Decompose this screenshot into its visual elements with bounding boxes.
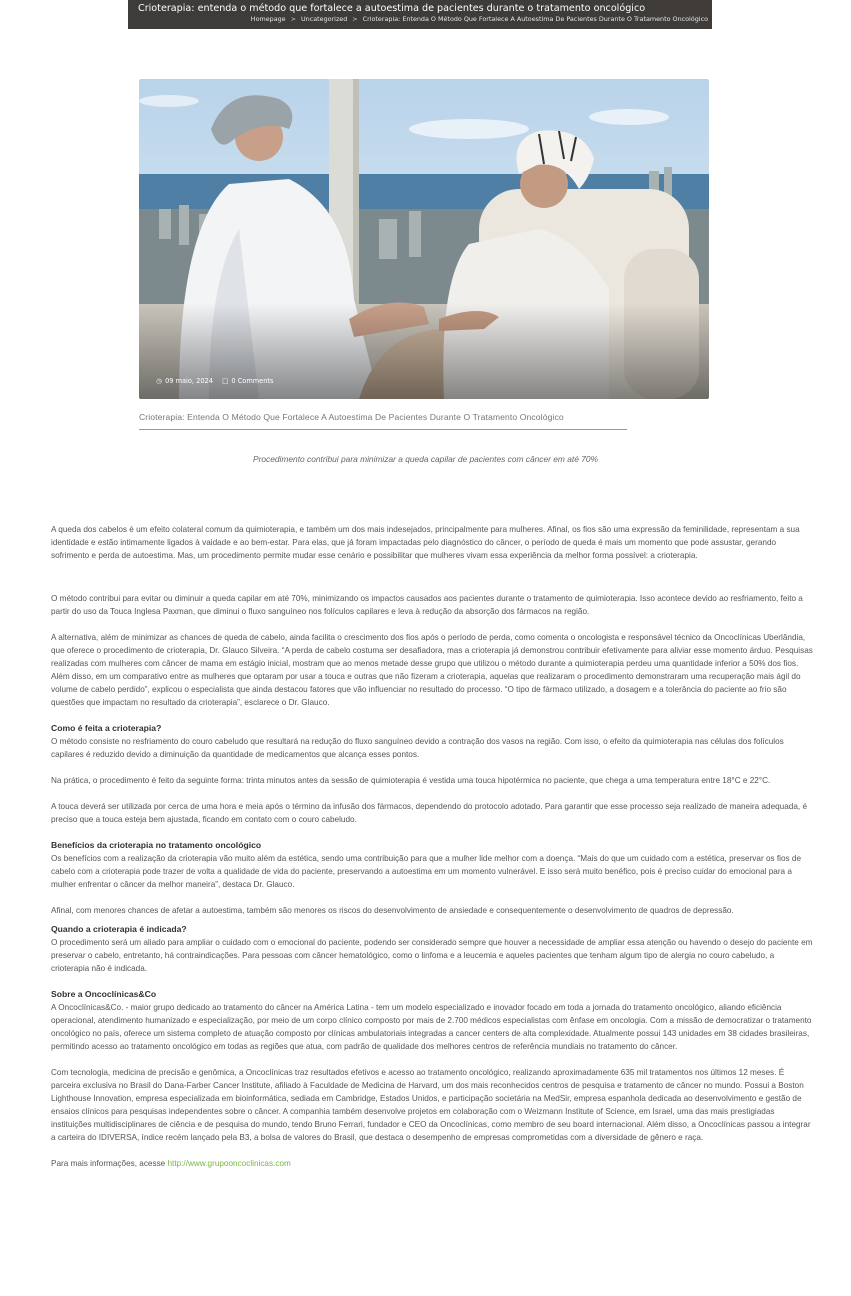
breadcrumb-current: Crioterapia: Entenda O Método Que Fortalece A Autoestima De Pacientes Durante O Tratamento Oncológico: [362, 15, 708, 23]
post-meta: [155, 377, 273, 385]
paragraph: A touca deverá ser utilizada por cerca de uma hora e meia após o término da infusão dos fármacos, dependendo do protocolo adotado. Para garantir que esse processo seja realizado de maneira adequada, é preciso que a touca esteja bem ajustada, ficando em contato com o couro cabeludo.: [51, 802, 808, 824]
paragraph: O método contribui para evitar ou diminuir a queda capilar em até 70%, minimizando os impactos causados aos pacientes durante o tratamento de quimioterapia. Isso acontece devido ao resfriamento, feito a partir do uso da Touca Inglesa Paxman, que diminui o fluxo sanguíneo nos folículos capilares e leva à redução da absorção dos fármacos na região.: [51, 594, 803, 616]
article-body: [51, 523, 813, 1170]
paragraph: Com tecnologia, medicina de precisão e genômica, a Oncoclínicas traz resultados efetivos e acesso ao tratamento oncológico, realizando aproximadamente 635 mil tratamentos nos últimos 12 meses. É parceira exclusiva no Brasil do Dana-Farber Cancer Institute, afiliado à Faculdade de Medicina de Harvard, um dos mais reconhecidos centros de pesquisa e tratamento de câncer no mundo. Possui a Boston Lighthouse Innovation, empresa especializada em bioinformática, sediada em Cambridge, Estados Unidos, e participação societária na MedSir, empresa espanhola dedicada ao desenvolvimento e gestão de ensaios clínicos para pesquisas independentes sobre o câncer. A companhia também desenvolve projetos em colaboração com o Weizmann Institute of Science, em Israel, uma das mais prestigiadas instituições multidisciplinares de ciência e de pesquisa do mundo, tendo Bruno Ferrari, fundador e CEO da Oncoclínicas, como membro de seu board internacional. Além disso, a Oncoclínicas passou a integrar a carteira do IDIVERSA, índice recém lançado pela B3, a bolsa de valores do Brasil, que destaca o desempenho de empresas comprometidas com a diversidade de gênero e raça.: [51, 1068, 811, 1142]
post-date: 09 maio, 2024: [165, 377, 213, 385]
website-link[interactable]: http://www.grupooncoclinicas.com: [167, 1159, 291, 1168]
breadcrumb-separator: >: [352, 15, 358, 23]
page-header: [128, 0, 712, 29]
page-title: Crioterapia: entenda o método que fortalece a autoestima de pacientes durante o tratamento oncológico: [138, 3, 646, 14]
article-subtitle: Procedimento contribui para minimizar a queda capilar de pacientes com câncer em até 70%: [253, 454, 598, 464]
paragraph: O procedimento será um aliado para ampliar o cuidado com o emocional do paciente, podendo ser considerado sempre que houver a necessidade de ampliar essa atenção ou havendo o desejo do paciente em preservar o cabelo, entretanto, há contraindicações. Para pessoas com câncer hematológico, como o linfoma e a leucemia e aqueles pacientes que tenham algum tipo de alergia no couro cabeludo, a crioterapia não é indicada.: [51, 938, 813, 973]
paragraph: A Oncoclínicas&Co. - maior grupo dedicado ao tratamento do câncer na América Latina - tem um modelo especializado e inovador focado em toda a jornada do tratamento oncológico, aliando eficiência operacional, atendimento humanizado e especialização, por meio de um corpo clínico composto por mais de 2.700 médicos especialistas com ênfase em oncologia. Com a missão de democratizar o tratamento oncológico no país, oferece um sistema completo de atuação composto por clínicas ambulatoriais integradas a cancer centers de alta complexidade. Atualmente possui 143 unidades em 38 cidades brasileiras, permitindo acesso ao tratamento oncológico em todas as regiões que atua, com padrão de qualidade dos melhores centros de referência mundiais no tratamento do câncer.: [51, 1003, 812, 1051]
paragraph: A queda dos cabelos é um efeito colateral comum da quimioterapia, e também um dos mais indesejados, principalmente para mulheres. Afinal, os fios são uma expressão da feminilidade, representam a sua identidade e estão intimamente ligados à vaidade e ao bem-estar. Para elas, que já foram impactadas pelo diagnóstico do câncer, o período de queda é mais um momento que pode assustar, gerando sofrimento e perda de autoestima. Mas, um procedimento permite mudar esse cenário e possibilitar que mulheres vivam essa experiência da melhor forma possível: a crioterapia.: [51, 525, 800, 560]
comment-icon: □: [222, 377, 229, 385]
paragraph: A alternativa, além de minimizar as chances de queda de cabelo, ainda facilita o crescimento dos fios após o período de perda, como comenta o oncologista e responsável técnico da Oncoclínicas Uberlândia, que oferece o procedimento de crioterapia, Dr. Glauco Silveira. “A perda de cabelo costuma ser desafiadora, mas a crioterapia já demonstrou contribuir efetivamente para aliviar esse momento árduo. Pesquisas realizadas com mulheres com câncer de mama em estágio inicial, mostram que ao menos metade desse grupo que utilizou o método durante a quimioterapia perdeu uma quantidade inferior a 50% dos fios. Além disso, em um comparativo entre as mulheres que optaram por usar a touca e outras que não fizeram a crioterapia, aquelas que realizaram o procedimento demonstraram uma recuperação mais ágil do volume de cabelo perdido”, explicou o especialista que ainda destacou fatores que vão influenciar no resultado do processo. “O tipo de fármaco utilizado, a dosagem e a tolerância do paciente ao frio são questões que impactam no resultado da crioterapia”, esclarece o Dr. Glauco.: [51, 633, 813, 707]
section-heading: Benefícios da crioterapia no tratamento oncológico: [51, 840, 262, 850]
paragraph: O método consiste no resfriamento do couro cabeludo que resultará na redução do fluxo sanguíneo devido a contração dos vasos na região. Com isso, o efeito da quimioterapia nas células dos folículos capilares é reduzido devido a diminuição da quantidade de medicamentos que alcança esses pontos.: [51, 737, 784, 759]
breadcrumb-separator: >: [290, 15, 296, 23]
section-heading: Como é feita a crioterapia?: [51, 723, 162, 733]
image-caption: Crioterapia: Entenda O Método Que Fortalece A Autoestima De Pacientes Durante O Tratamento Oncológico: [139, 412, 627, 430]
section-heading: Sobre a Oncoclínicas&Co: [51, 989, 157, 999]
more-info: [51, 1157, 813, 1170]
section-heading: Quando a crioterapia é indicada?: [51, 924, 187, 934]
paragraph: Afinal, com menores chances de afetar a autoestima, também são menores os riscos do desenvolvimento de ansiedade e consequentemente o desenvolvimento de quadros de depressão.: [51, 906, 734, 915]
breadcrumb: [251, 15, 708, 23]
hero-photo: [139, 79, 709, 399]
breadcrumb-category-link[interactable]: Uncategorized: [300, 15, 348, 23]
more-info-label: Para mais informações, acesse: [51, 1159, 168, 1168]
clock-icon: ◷: [156, 377, 162, 385]
breadcrumb-home-link[interactable]: Homepage: [250, 15, 286, 23]
paragraph: Os benefícios com a realização da crioterapia vão muito além da estética, sendo uma contribuição para que a mulher lide melhor com a doença. “Mais do que um cuidado com a estética, preservar os fios de cabelo com a crioterapia pode trazer de volta a qualidade de vida do paciente, preservando a autoestima em um momento vulnerável. E isso será muito benéfico, pois é preciso cuidar do emocional para a mulher enfrentar o câncer da melhor maneira”, destaca Dr. Glauco.: [51, 854, 802, 889]
hero-image: [139, 79, 709, 399]
comments-link[interactable]: 0 Comments: [231, 377, 274, 385]
paragraph: Na prática, o procedimento é feito da seguinte forma: trinta minutos antes da sessão de quimioterapia é vestida uma touca hipotérmica no paciente, que chega a uma temperatura entre 18°C e 22°C.: [51, 776, 771, 785]
